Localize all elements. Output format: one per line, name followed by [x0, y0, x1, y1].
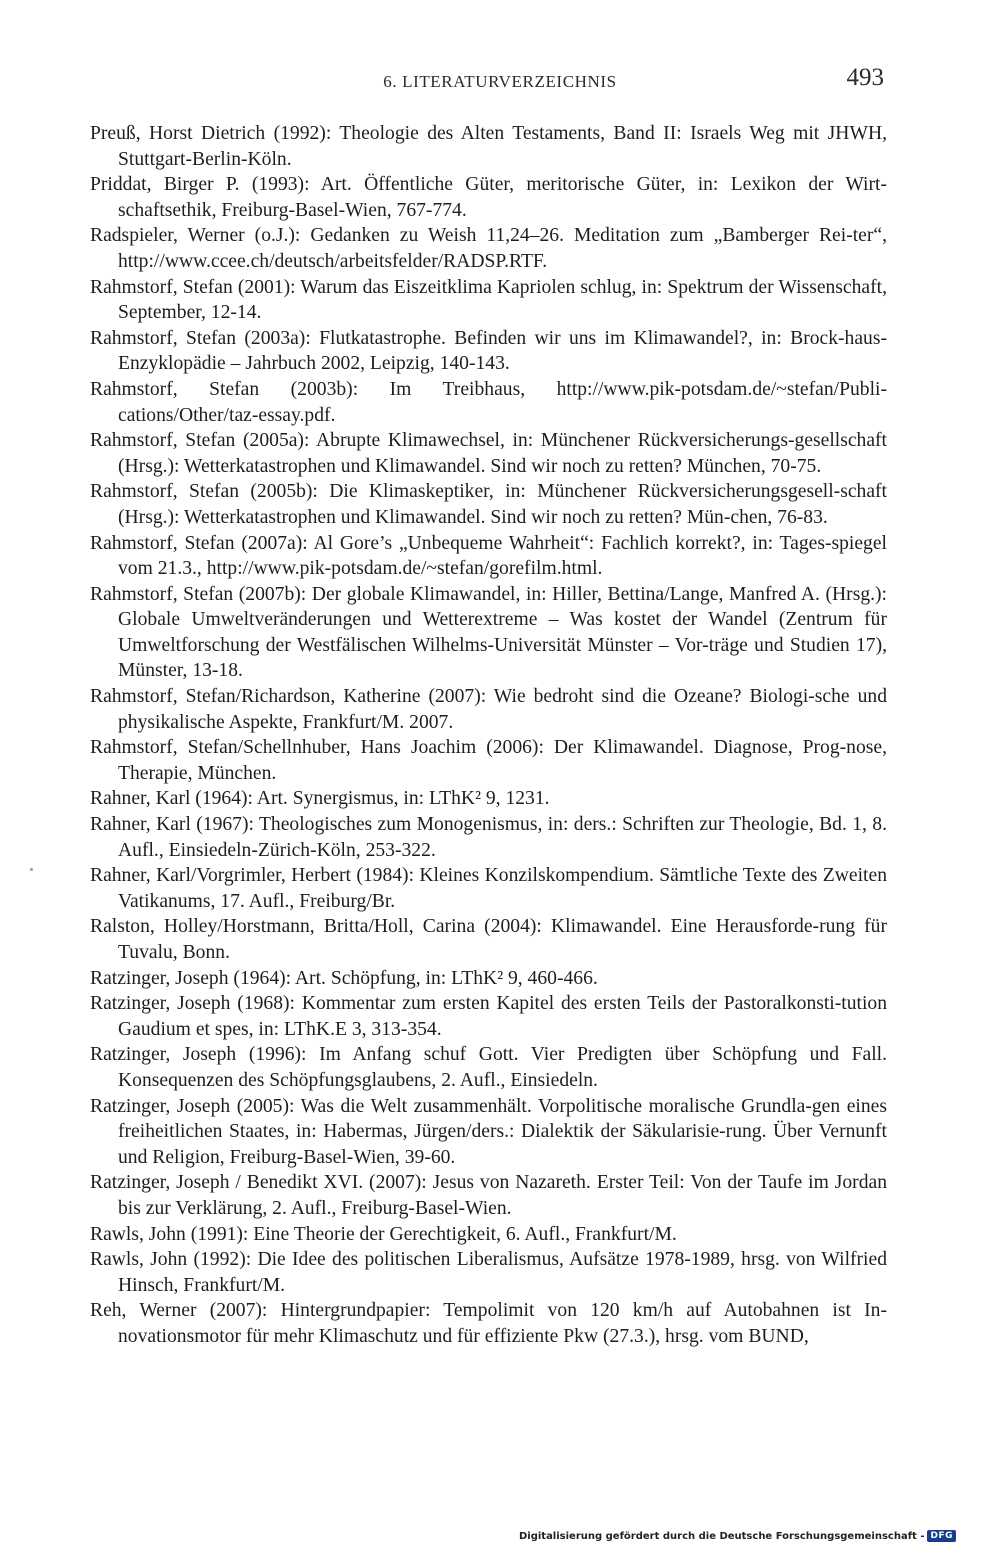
bibliography-entry: Priddat, Birger P. (1993): Art. Öffentliche Güter, meritorische Güter, in: Lexikon der Wirt-schaftsethik, Freiburg-Basel-Wien, 767-774.	[90, 174, 887, 221]
page-number: 493	[846, 64, 884, 91]
bibliography-entry: Rahmstorf, Stefan (2007b): Der globale Klimawandel, in: Hiller, Bettina/Lange, Manfred A. (Hrsg.): Globale Umweltveränderungen und Wetterextreme – Was kostet der Wandel (Zentrum für Umweltforschung der Westfälischen Wilhelms-Universität Münster – Vor-träge und Studien 17), Münster, 13-18.	[90, 583, 887, 682]
credit-text: Digitalisierung gefördert durch die Deutsche Forschungsgemeinschaft -	[518, 1530, 925, 1542]
bibliography-entry: Rahmstorf, Stefan/Richardson, Katherine (2007): Wie bedroht sind die Ozeane? Biologi-sche und physikalische Aspekte, Frankfurt/M. 2007.	[90, 686, 887, 733]
bibliography-entry: Preuß, Horst Dietrich (1992): Theologie des Alten Testaments, Band II: Israels Weg mit JHWH, Stuttgart-Berlin-Köln.	[90, 123, 887, 170]
bibliography-entry: Ratzinger, Joseph / Benedikt XVI. (2007): Jesus von Nazareth. Erster Teil: Von der Taufe im Jordan bis zur Verklärung, 2. Aufl., Freiburg-Basel-Wien.	[90, 1172, 887, 1219]
dfg-logo-icon: DFG	[927, 1530, 956, 1542]
bibliography-entry: Ralston, Holley/Horstmann, Britta/Holl, Carina (2004): Klimawandel. Eine Herausforde-rung für Tuvalu, Bonn.	[90, 916, 887, 963]
bibliography-entry: Rawls, John (1992): Die Idee des politischen Liberalismus, Aufsätze 1978-1989, hrsg. von Wilfried Hinsch, Frankfurt/M.	[90, 1249, 887, 1296]
bibliography-entry: Rahner, Karl (1967): Theologisches zum Monogenismus, in: ders.: Schriften zur Theologie, Bd. 1, 8. Aufl., Einsiedeln-Zürich-Köln, 253-322.	[90, 814, 887, 861]
bibliography-entry: Rahmstorf, Stefan (2001): Warum das Eiszeitklima Kapriolen schlug, in: Spektrum der Wissenschaft, September, 12-14.	[90, 276, 887, 324]
bibliography-entry: Rahmstorf, Stefan (2003b): Im Treibhaus, http://www.pik-potsdam.de/~stefan/Publi-cations/Other/taz-essay.pdf.	[90, 378, 887, 426]
bibliography-entry: Radspieler, Werner (o.J.): Gedanken zu Weish 11,24–26. Meditation zum „Bamberger Rei-ter“, http://www.ccee.ch/deutsch/arbeitsfelder/RADSP.RTF.	[90, 225, 887, 272]
page-header	[0, 64, 1000, 100]
bibliography-entry: Ratzinger, Joseph (1968): Kommentar zum ersten Kapitel des ersten Teils der Pastoralkonsti-tution Gaudium et spes, in: LThK.E 3, 313-354.	[90, 993, 887, 1040]
bibliography-entry: Rahner, Karl (1964): Art. Synergismus, in: LThK² 9, 1231.	[90, 788, 550, 810]
digitization-credit	[519, 1530, 956, 1542]
bibliography-entry: Ratzinger, Joseph (1964): Art. Schöpfung, in: LThK² 9, 460-466.	[90, 967, 598, 989]
bibliography-entry: Rahner, Karl/Vorgrimler, Herbert (1984): Kleines Konzilskompendium. Sämtliche Texte des Zweiten Vatikanums, 17. Aufl., Freiburg/Br.	[90, 865, 887, 912]
scan-speck	[30, 868, 33, 871]
bibliography-entry: Ratzinger, Joseph (1996): Im Anfang schuf Gott. Vier Predigten über Schöpfung und Fall. Konsequenzen des Schöpfungsglaubens, 2. Aufl., Einsiedeln.	[90, 1044, 887, 1091]
bibliography-entry: Rawls, John (1991): Eine Theorie der Gerechtigkeit, 6. Aufl., Frankfurt/M.	[90, 1223, 677, 1245]
bibliography-entry: Ratzinger, Joseph (2005): Was die Welt zusammenhält. Vorpolitische moralische Grundla-gen eines freiheitlichen Staates, in: Habermas, Jürgen/ders.: Dialektik der Säkularisie-rung. Über Vernunft und Religion, Freiburg-Basel-Wien, 39-60.	[90, 1095, 887, 1168]
bibliography-entry: Reh, Werner (2007): Hintergrundpapier: Tempolimit von 120 km/h auf Autobahnen ist In-novationsmotor für mehr Klimaschutz und für effiziente Pkw (27.3.), hrsg. vom BUND,	[90, 1300, 887, 1347]
bibliography-entry: Rahmstorf, Stefan (2005a): Abrupte Klimawechsel, in: Münchener Rückversicherungs-gesellschaft (Hrsg.): Wetterkatastrophen und Klimawandel. Sind wir noch zu retten? München, 70-75.	[90, 430, 887, 477]
bibliography-list	[90, 121, 887, 1350]
bibliography-entry: Rahmstorf, Stefan (2003a): Flutkatastrophe. Befinden wir uns im Klimawandel?, in: Brock-haus-Enzyklopädie – Jahrbuch 2002, Leipzig, 140-143.	[90, 327, 887, 375]
bibliography-entry: Rahmstorf, Stefan (2007a): Al Gore’s „Unbequeme Wahrheit“: Fachlich korrekt?, in: Tages-spiegel vom 21.3., http://www.pik-potsdam.de/~stefan/gorefilm.html.	[90, 532, 887, 580]
running-head: 6. LITERATURVERZEICHNIS	[383, 72, 617, 91]
bibliography-entry: Rahmstorf, Stefan/Schellnhuber, Hans Joachim (2006): Der Klimawandel. Diagnose, Prog-nose, Therapie, München.	[90, 737, 887, 784]
bibliography-entry: Rahmstorf, Stefan (2005b): Die Klimaskeptiker, in: Münchener Rückversicherungsgesell-schaft (Hrsg.): Wetterkatastrophen und Klimawandel. Sind wir noch zu retten? Mün-chen, 76-83.	[90, 481, 887, 528]
